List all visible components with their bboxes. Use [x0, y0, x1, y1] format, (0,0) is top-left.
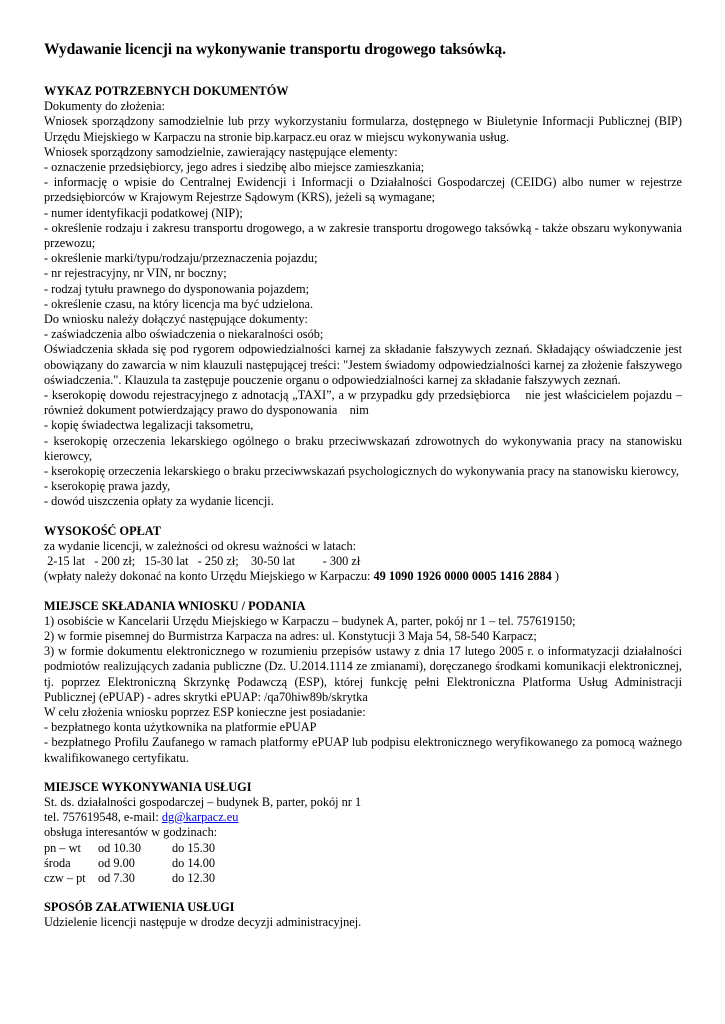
hours-to: do 12.30	[172, 870, 216, 885]
list-item: - nr rejestracyjny, nr VIN, nr boczny;	[44, 266, 227, 281]
resolution-heading: SPOSÓB ZAŁATWIENIA USŁUGI	[44, 900, 235, 915]
list-item: - oznaczenie przedsiębiorcy, jego adres i siedzibę albo miejsce zamieszkania;	[44, 160, 425, 175]
hours-from: od 9.00	[98, 855, 135, 870]
fees-rates: 2-15 lat - 200 zł; 15-30 lat - 250 zł; 30-50 lat - 300 zł	[44, 554, 361, 569]
fees-heading: WYSOKOŚĆ OPŁAT	[44, 523, 161, 538]
documents-paragraph: Do wniosku należy dołączyć następujące dokumenty:	[44, 312, 308, 327]
documents-intro: Dokumenty do złożenia:	[44, 99, 165, 114]
fees-account	[44, 569, 682, 584]
document-page	[44, 40, 686, 945]
documents-paragraph: Wniosek sporządzony samodzielnie lub przy wykorzystaniu formularza, dostępnego w Biuletynie Informacji Publicznej (BIP) Urzędu Miejskiego w Karpaczu na stronie bip.karpacz.eu oraz w miejscu wykonywania usług.	[44, 114, 686, 144]
list-item: - kserokopię orzeczenia lekarskiego o braku przeciwwskazań psychologicznych do wykonywania pracy na stanowisku kierowcy,	[44, 464, 679, 479]
list-item: - dowód uiszczenia opłaty za wydanie licencji.	[44, 494, 274, 509]
list-item: - bezpłatnego Profilu Zaufanego w ramach platformy ePUAP lub podpisu elektronicznego weryfikowanego za pomocą ważnego kwalifikowanego certyfikatu.	[44, 735, 686, 765]
service-contact	[44, 810, 682, 825]
resolution-text: Udzielenie licencji następuje w drodze decyzji administracyjnej.	[44, 915, 362, 930]
documents-paragraph: Wniosek sporządzony samodzielnie, zawierający następujące elementy:	[44, 144, 398, 159]
submission-heading: MIEJSCE SKŁADANIA WNIOSKU / PODANIA	[44, 598, 306, 613]
table-row	[44, 841, 252, 856]
hours-from: od 10.30	[98, 840, 142, 855]
list-item: 2) w formie pisemnej do Burmistrza Karpacza na adres: ul. Konstytucji 3 Maja 54, 58-540 Karpacz;	[44, 628, 537, 643]
list-item: - określenie marki/typu/rodzaju/przeznaczenia pojazdu;	[44, 251, 318, 266]
service-heading: MIEJSCE WYKONYWANIA USŁUGI	[44, 779, 252, 794]
fees-intro: za wydanie licencji, w zależności od okresu ważności w latach:	[44, 538, 357, 553]
list-item: - kserokopię dowodu rejestracyjnego z adnotacją „TAXI”, a w przypadku gdy przedsiębiorca nie jest właścicielem pojazdu – również dokument potwierdzający prawo do dysponowania nim	[44, 388, 686, 418]
list-item: Oświadczenia składa się pod rygorem odpowiedzialności karnej za składanie fałszywych zeznań. Składający oświadczenie jest obowiązany do zawarcia w nim klauzuli następującej treści: "Jestem świadomy odpowiedzialności karnej za złożenie fałszywego oświadczenia.". Klauzula ta zastępuje pouczenie organu o odpowiedzialności karnej za składanie fałszywych zeznań.	[44, 342, 686, 387]
hours-days: czw – pt	[44, 870, 86, 885]
documents-section	[44, 84, 686, 510]
account-prefix: (wpłaty należy dokonać na konto Urzędu Miejskiego w Karpaczu:	[44, 569, 374, 584]
service-section	[44, 780, 682, 886]
list-item: - informację o wpisie do Centralnej Ewidencji i Informacji o Działalności Gospodarczej (CEIDG) albo numer w rejestrze przedsiębiorców w Krajowym Rejestrze Sądowym (KRS), jeżeli są wymagane;	[44, 175, 686, 205]
fees-section	[44, 524, 682, 585]
resolution-section	[44, 900, 682, 930]
service-location: St. ds. działalności gospodarczej – budynek B, parter, pokój nr 1	[44, 794, 362, 809]
list-item: - kopię świadectwa legalizacji taksometru,	[44, 418, 254, 433]
page-title: Wydawanie licencji na wykonywanie transportu drogowego taksówką.	[44, 41, 506, 58]
hours-days: środa	[44, 855, 71, 870]
account-number: 49 1090 1926 0000 0005 1416 2884	[373, 569, 552, 584]
list-item: - bezpłatnego konta użytkownika na platformie ePUAP	[44, 720, 317, 735]
list-item: 3) w formie dokumentu elektronicznego w rozumieniu przepisów ustawy z dnia 17 lutego 2005 r. o informatyzacji działalności podmiotów realizujących zadania publiczne (Dz. U.2014.1114 ze zmianami), doręczanego środkami komunikacji elektronicznej, tj. poprzez Elektroniczną Skrzynkę Podawczą (ESP), której funkcję pełni Elektroniczna Platforma Usług Administracji Publicznej (ePUAP) - adres skrytki ePUAP: /qa70hiw89b/skrytka	[44, 644, 686, 704]
list-item: - kserokopię prawa jazdy,	[44, 479, 171, 494]
list-item: - kserokopię orzeczenia lekarskiego ogólnego o braku przeciwwskazań zdrowotnych do wykonywania pracy na stanowisku kierowcy,	[44, 433, 686, 463]
email-link[interactable]: dg@karpacz.eu	[161, 810, 239, 825]
list-item: - określenie czasu, na który licencja ma być udzielona.	[44, 296, 314, 311]
hours-to: do 14.00	[172, 855, 216, 870]
hours-to: do 15.30	[172, 840, 216, 855]
contact-prefix: tel. 757619548, e-mail:	[44, 810, 162, 825]
list-item: 1) osobiście w Kancelarii Urzędu Miejskiego w Karpaczu – budynek A, parter, pokój nr 1 – tel. 757619150;	[44, 613, 576, 628]
list-item: - określenie rodzaju i zakresu transportu drogowego, a w zakresie transportu drogowego taksówką - także obszaru wykonywania przewozu;	[44, 220, 686, 251]
list-item: - numer identyfikacji podatkowej (NIP);	[44, 205, 243, 220]
table-row	[44, 871, 252, 886]
table-row	[44, 856, 252, 871]
hours-days: pn – wt	[44, 840, 81, 855]
documents-heading: WYKAZ POTRZEBNYCH DOKUMENTÓW	[44, 84, 289, 98]
hours-intro: obsługa interesantów w godzinach:	[44, 825, 218, 840]
hours-from: od 7.30	[98, 870, 135, 885]
account-suffix: )	[551, 569, 559, 584]
list-item: W celu złożenia wniosku poprzez ESP konieczne jest posiadanie:	[44, 704, 366, 719]
list-item: - rodzaj tytułu prawnego do dysponowania pojazdem;	[44, 281, 309, 296]
hours-table	[44, 841, 252, 887]
submission-section	[44, 598, 686, 766]
list-item: - zaświadczenia albo oświadczenia o niekaralności osób;	[44, 327, 324, 342]
